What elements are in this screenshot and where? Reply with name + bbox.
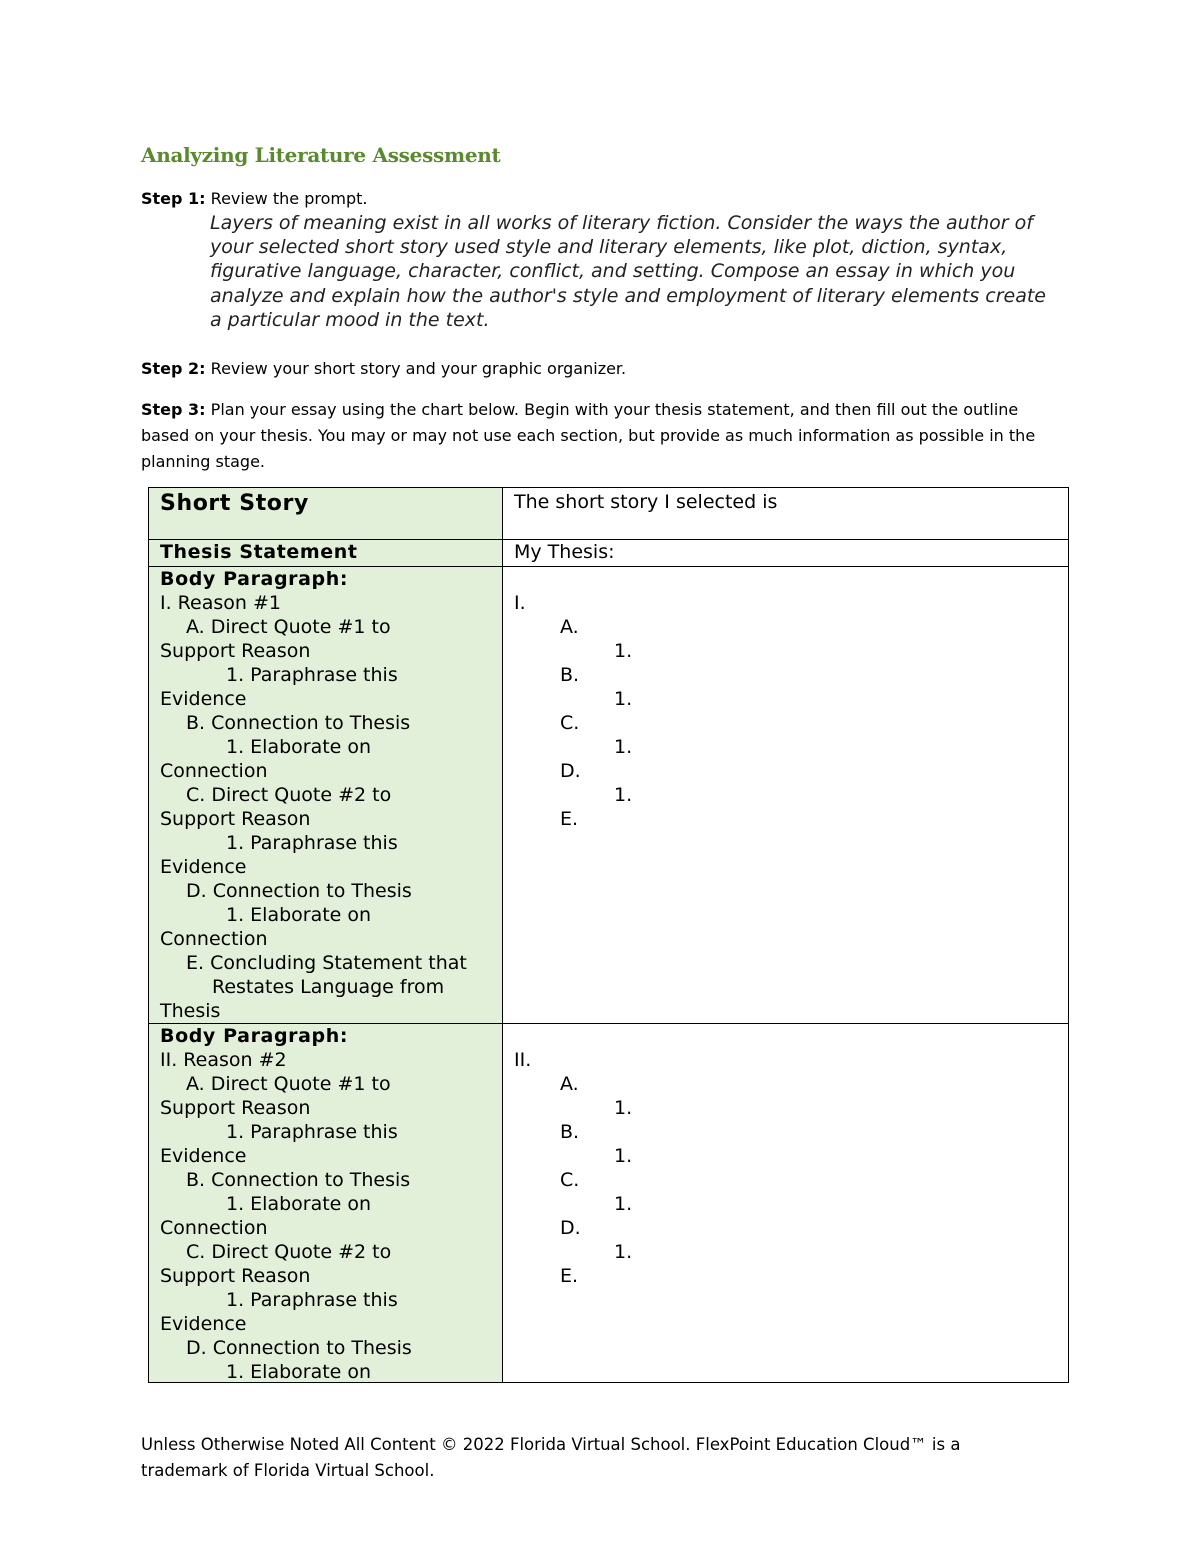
body-1-outline-roman: I. xyxy=(514,592,526,614)
body-2-item-b1-cont: Connection xyxy=(160,1217,268,1239)
body-2-item-d1: 1. Elaborate on xyxy=(226,1361,372,1382)
body-2-item-b: B. Connection to Thesis xyxy=(186,1169,411,1191)
body-1-item-d1: 1. Elaborate on xyxy=(226,904,372,926)
body-1-outline-b1: 1. xyxy=(614,688,633,710)
body-paragraph-2-row xyxy=(149,1024,1069,1383)
short-story-value: The short story I selected is xyxy=(514,491,778,513)
body-1-item-e-cont2: Thesis xyxy=(160,1000,221,1022)
short-story-label: Short Story xyxy=(160,491,309,516)
body-2-outline-b1: 1. xyxy=(614,1145,633,1167)
step-2 xyxy=(141,356,1061,382)
body-2-item-c-cont: Support Reason xyxy=(160,1265,311,1287)
body-1-outline-e: E. xyxy=(560,808,579,830)
copyright-footer: Unless Otherwise Noted All Content © 2022 Florida Virtual School. FlexPoint Education Cloud™ is a trademark of Florida Virtual School. xyxy=(141,1435,961,1480)
essay-prompt: Layers of meaning exist in all works of literary fiction. Consider the ways the author of your selected short story used style and literary elements, like plot, diction, syntax, figurative language, character, conflict, and setting. Compose an essay in which you analyze and explain how the author's style and employment of literary elements create a particular mood in the text. xyxy=(210,212,1046,331)
body-1-outline-a: A. xyxy=(560,616,579,638)
body-1-item-c-cont: Support Reason xyxy=(160,808,311,830)
body-2-outline-d: D. xyxy=(560,1217,581,1239)
body-1-item-b1-cont: Connection xyxy=(160,760,268,782)
body-2-outline-e: E. xyxy=(560,1265,579,1287)
body-1-item-a1: 1. Paraphrase this xyxy=(226,664,398,686)
thesis-label: Thesis Statement xyxy=(160,541,358,563)
body-2-item-b1: 1. Elaborate on xyxy=(226,1193,372,1215)
body-paragraph-1-row xyxy=(149,567,1069,1024)
body-2-item-c: C. Direct Quote #2 to xyxy=(186,1241,392,1263)
body-1-item-e-cont: Restates Language from xyxy=(212,976,445,998)
body-1-outline-b: B. xyxy=(560,664,580,686)
body-1-item-e: E. Concluding Statement that xyxy=(186,952,467,974)
body-1-item-c: C. Direct Quote #2 to xyxy=(186,784,392,806)
body-1-item-d1-cont: Connection xyxy=(160,928,268,950)
body-2-outline-c: C. xyxy=(560,1169,580,1191)
body-1-reason: I. Reason #1 xyxy=(160,592,281,614)
thesis-label-cell xyxy=(149,540,503,567)
short-story-row xyxy=(149,488,1069,540)
step-1-label: Step 1: xyxy=(141,189,206,208)
body-2-outline-a1: 1. xyxy=(614,1097,633,1119)
body-2-outline-d1: 1. xyxy=(614,1241,633,1263)
body-1-item-d: D. Connection to Thesis xyxy=(186,880,412,902)
body-2-outline-b: B. xyxy=(560,1121,580,1143)
short-story-label-cell xyxy=(149,488,503,540)
body-1-outline-cell[interactable] xyxy=(503,567,1069,1024)
thesis-value: My Thesis: xyxy=(514,541,615,563)
body-1-outline-d: D. xyxy=(560,760,581,782)
body-2-outline-roman: II. xyxy=(514,1049,532,1071)
body-1-outline-c: C. xyxy=(560,712,580,734)
body-1-item-b: B. Connection to Thesis xyxy=(186,712,411,734)
body-1-item-c1: 1. Paraphrase this xyxy=(226,832,398,854)
short-story-input-cell[interactable] xyxy=(503,488,1069,540)
body-2-item-a-cont: Support Reason xyxy=(160,1097,311,1119)
step-1-text: Review the prompt. xyxy=(210,189,368,208)
body-2-outline-cell[interactable] xyxy=(503,1024,1069,1383)
body-1-guide-cell xyxy=(149,567,503,1024)
step-3 xyxy=(141,397,1061,475)
thesis-row xyxy=(149,540,1069,567)
body-2-guide-clip xyxy=(160,1024,491,1382)
step-2-text: Review your short story and your graphic organizer. xyxy=(210,359,627,378)
body-1-outline-a1: 1. xyxy=(614,640,633,662)
body-2-reason: II. Reason #2 xyxy=(160,1049,287,1071)
body-2-outline-a: A. xyxy=(560,1073,579,1095)
body-2-item-c1: 1. Paraphrase this xyxy=(226,1289,398,1311)
body-2-item-a: A. Direct Quote #1 to xyxy=(186,1073,391,1095)
step-1 xyxy=(141,186,1061,212)
step-3-label: Step 3: xyxy=(141,400,206,419)
body-2-guide-cell xyxy=(149,1024,503,1383)
body-1-outline-c1: 1. xyxy=(614,736,633,758)
body-2-item-a1: 1. Paraphrase this xyxy=(226,1121,398,1143)
body-1-heading: Body Paragraph: xyxy=(160,568,349,590)
body-2-heading: Body Paragraph: xyxy=(160,1025,349,1047)
body-1-item-a: A. Direct Quote #1 to xyxy=(186,616,391,638)
body-2-item-c1-cont: Evidence xyxy=(160,1313,247,1335)
page-title: Analyzing Literature Assessment xyxy=(141,143,501,167)
body-1-item-a1-cont: Evidence xyxy=(160,688,247,710)
body-2-item-a1-cont: Evidence xyxy=(160,1145,247,1167)
body-2-item-d: D. Connection to Thesis xyxy=(186,1337,412,1359)
step-2-label: Step 2: xyxy=(141,359,206,378)
body-2-outline-c1: 1. xyxy=(614,1193,633,1215)
step-3-text: Plan your essay using the chart below. Begin with your thesis statement, and then fill out the outline based on your thesis. You may or may not use each section, but provide as much information as possible in the planning stage. xyxy=(141,400,1036,471)
thesis-input-cell[interactable] xyxy=(503,540,1069,567)
body-1-item-b1: 1. Elaborate on xyxy=(226,736,372,758)
body-1-item-a-cont: Support Reason xyxy=(160,640,311,662)
body-1-outline-d1: 1. xyxy=(614,784,633,806)
body-1-item-c1-cont: Evidence xyxy=(160,856,247,878)
essay-planning-chart xyxy=(148,487,1069,1383)
